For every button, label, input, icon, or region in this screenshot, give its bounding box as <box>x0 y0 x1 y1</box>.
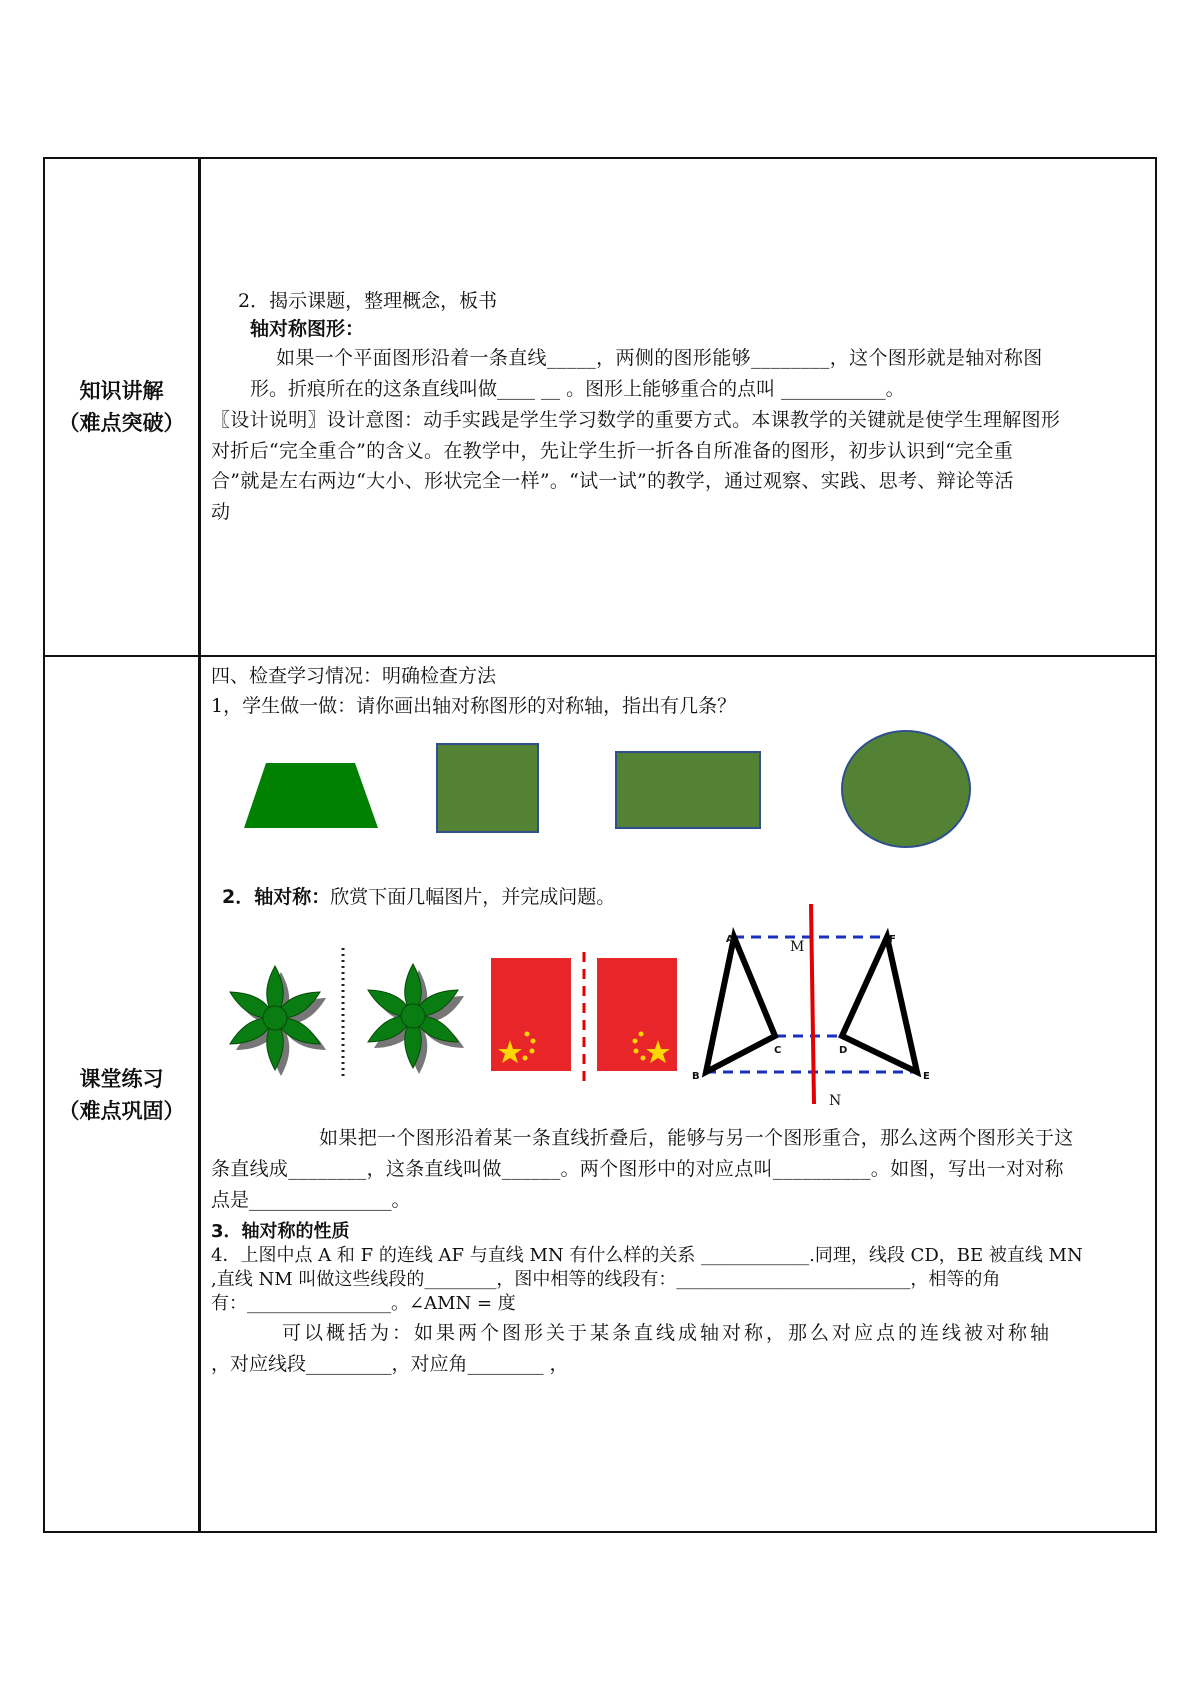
triangle-symmetry-figure <box>706 904 917 1104</box>
label-c: C <box>774 1045 782 1056</box>
summary-line2: ，对应线段_________，对应角________ ， <box>211 1353 569 1375</box>
design-note-line3: 合”就是左右两边“大小、形状完全一样”。“试一试”的教学，通过观察、实践、思考、辩论等活 <box>211 470 1014 492</box>
row1-label-line2: （难点突破） <box>58 411 185 435</box>
mn-axis-line <box>811 904 814 1104</box>
question4-line2: ,直线 NM 叫做这些线段的________，图中相等的线段有：__________________________，相等的角 <box>211 1269 1001 1290</box>
label-e: E <box>923 1071 930 1082</box>
label-b: B <box>692 1071 700 1082</box>
row1-label-line1: 知识讲解 <box>79 379 164 403</box>
task2-bold-label: 2．轴对称： <box>222 886 331 908</box>
design-note-line2: 对折后“完全重合”的含义。在教学中，先让学生折一折各自所准备的图形，初步认识到“完全重 <box>211 440 1014 462</box>
label-d: D <box>839 1045 848 1056</box>
symmetry-para-line2: 条直线成________，这条直线叫做______。两个图形中的对应点叫__________。如图，写出一对对称 <box>211 1158 1064 1180</box>
symmetry-para-line3: 点是_______________。 <box>211 1189 411 1211</box>
task1-text: 1，学生做一做：请你画出轴对称图形的对称轴，指出有几条？ <box>211 695 737 717</box>
label-f: F <box>889 934 896 945</box>
concept-title: 轴对称图形： <box>250 318 365 340</box>
leaf-right-icon <box>364 964 468 1074</box>
task2-rest: 欣赏下面几幅图片，并完成问题。 <box>330 886 616 908</box>
label-m: M <box>790 939 805 955</box>
design-note-line4: 动 <box>211 501 231 523</box>
leaf-left-icon <box>226 966 330 1076</box>
design-note-line1: 〖设计说明〗设计意图：动手实践是学生学习数学的重要方式。本课教学的关键就是使学生理解图形 <box>211 409 1061 431</box>
flag-left-icon <box>491 958 571 1071</box>
question4-line1: 4．上图中点 A 和 F 的连线 AF 与直线 MN 有什么样的关系 ____________.同理，线段 CD，BE 被直线 MN <box>211 1245 1083 1266</box>
row2-label-line1: 课堂练习 <box>79 1067 164 1091</box>
summary-line1: 可以概括为：如果两个图形关于某条直线成轴对称，那么对应点的连线被对称轴 <box>282 1322 1053 1344</box>
section-title: 四、检查学习情况：明确检查方法 <box>211 665 497 687</box>
label-n: N <box>829 1093 842 1109</box>
question4-line3: 有：________________。∠AMN = 度 <box>211 1293 516 1314</box>
flag-right-icon <box>597 958 677 1071</box>
definition-line1: 如果一个平面图形沿着一条直线_____，两侧的图形能够________，这个图形就是轴对称图 <box>276 347 1043 369</box>
triangle-abc <box>706 937 775 1072</box>
row2-label-line2: （难点巩固） <box>58 1099 185 1123</box>
label-a: A <box>726 934 734 945</box>
symmetry-para-line1: 如果把一个图形沿着某一条直线折叠后，能够与另一个图形重合，那么这两个图形关于这 <box>319 1127 1074 1149</box>
lesson-heading: 2．揭示课题，整理概念，板书 <box>238 290 498 312</box>
triangle-fde <box>842 937 917 1072</box>
property-title: 3．轴对称的性质 <box>211 1221 350 1242</box>
definition-line2: 形。折痕所在的这条直线叫做____ __ 。图形上能够重合的点叫 ___________。 <box>250 378 905 400</box>
